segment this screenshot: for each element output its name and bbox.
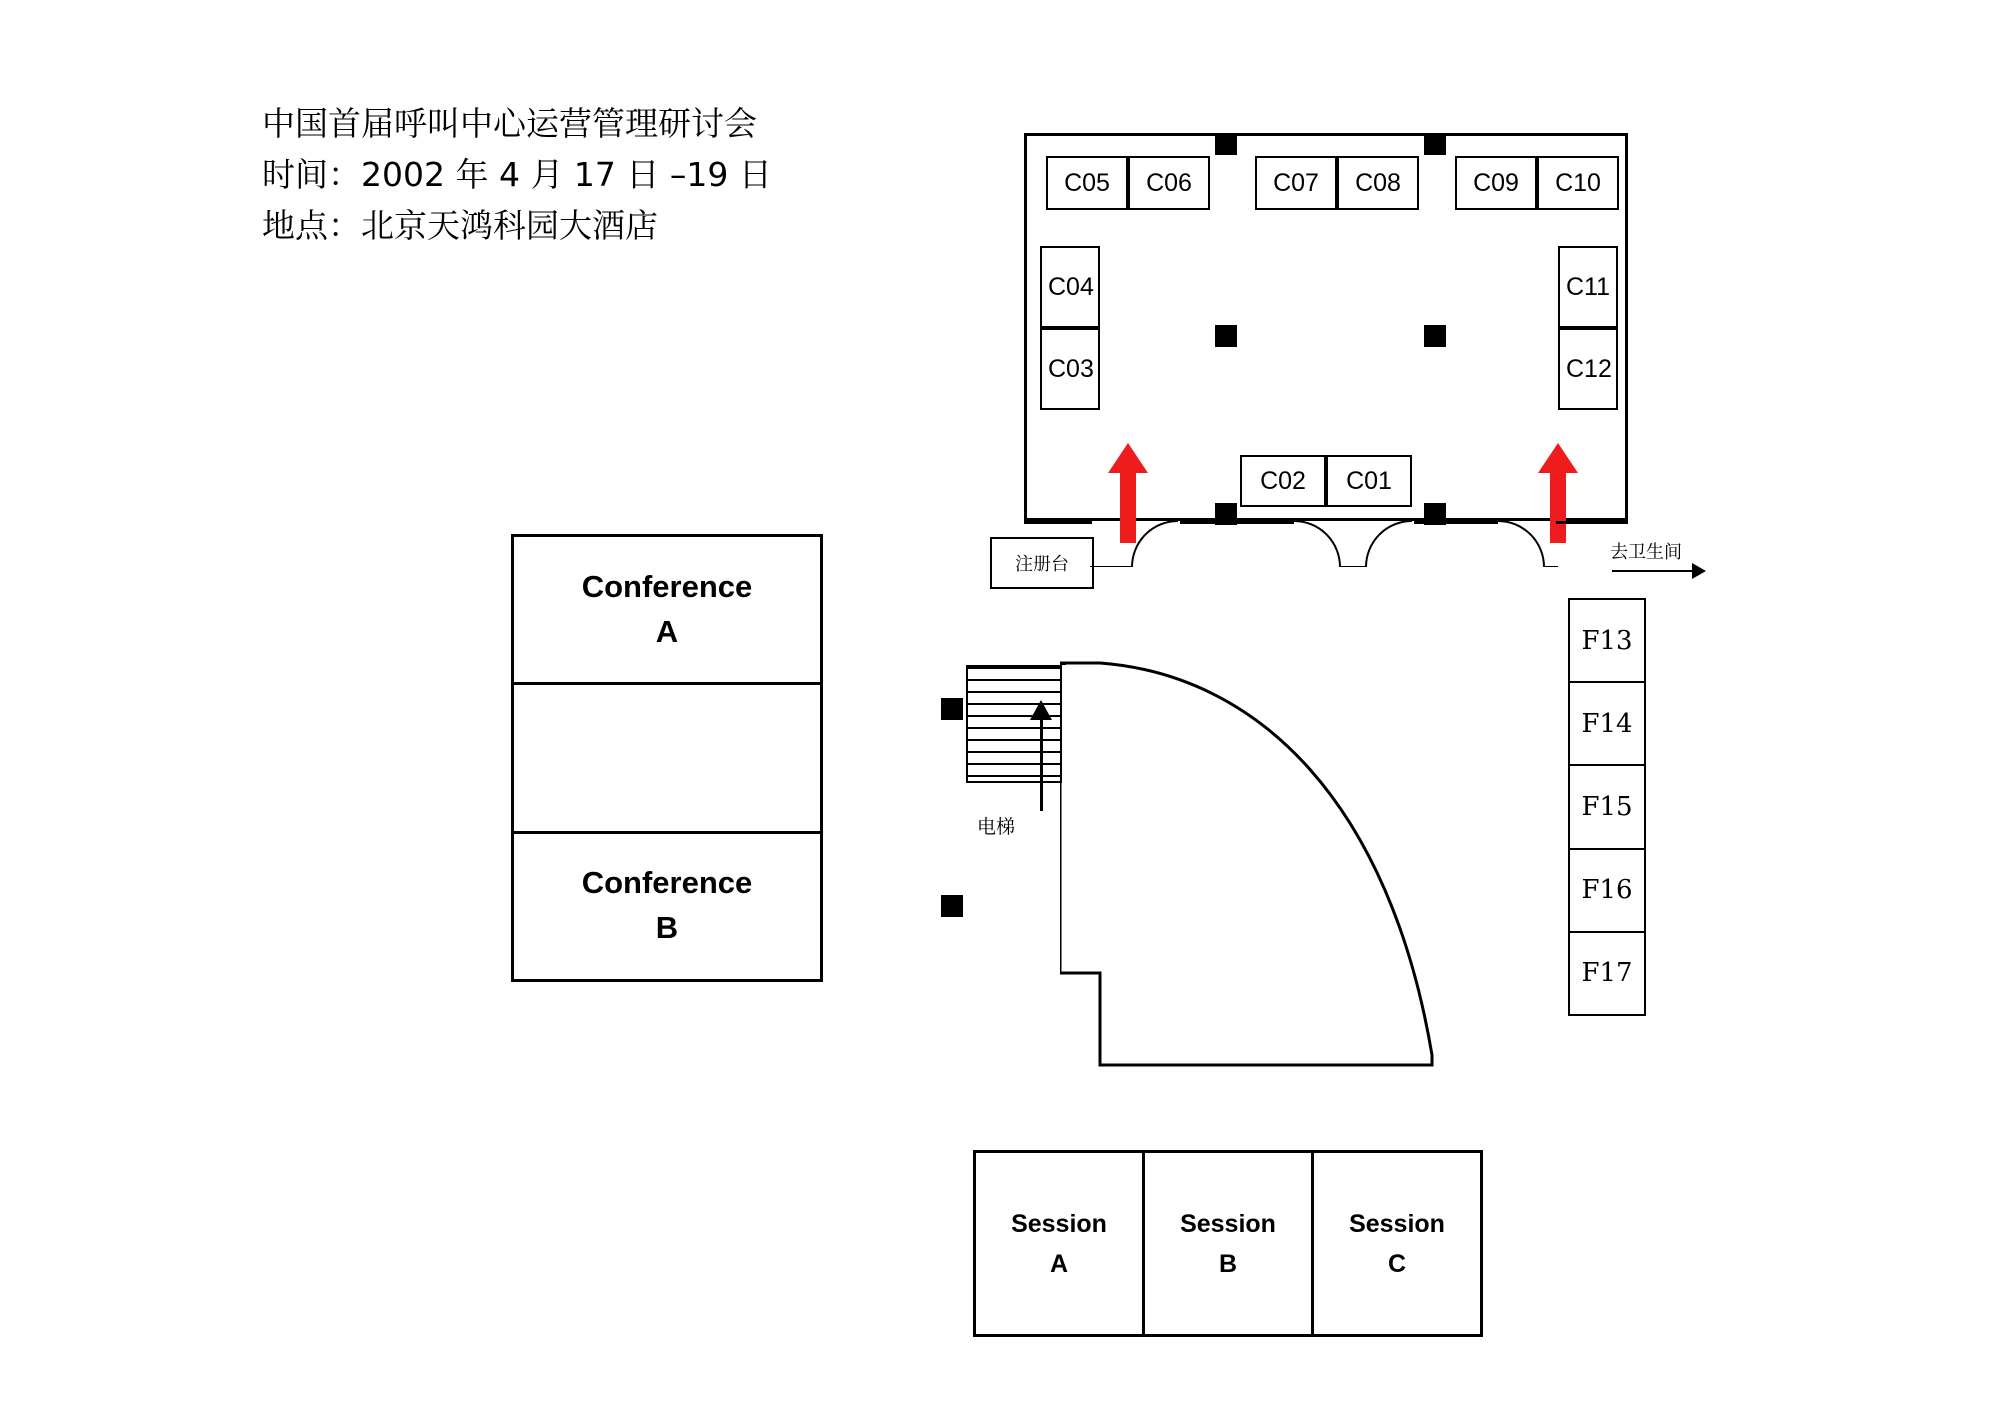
- conference-room-a-label: [582, 565, 753, 655]
- elevator-arrow-shaft: [1040, 718, 1043, 811]
- door-swing-right-icon: [1496, 521, 1558, 567]
- booth-C06[interactable]: C06: [1128, 156, 1210, 210]
- session-b-label: [1180, 1204, 1276, 1284]
- conference-b-line1: Conference: [581, 865, 753, 901]
- booth-C10[interactable]: C10: [1537, 156, 1619, 210]
- session-a-line1: Session: [1011, 1209, 1107, 1238]
- conference-room-a[interactable]: [514, 537, 820, 682]
- restroom-arrow-shaft: [1612, 570, 1696, 572]
- conference-room-middle-empty[interactable]: [514, 682, 820, 830]
- pillar-lobby-lower: [941, 895, 963, 917]
- booth-F13[interactable]: F13: [1581, 625, 1633, 656]
- booth-F14[interactable]: F14: [1570, 681, 1644, 764]
- f-booth-column: [1568, 598, 1646, 1016]
- booth-C07[interactable]: C07: [1255, 156, 1337, 210]
- booth-C12[interactable]: C12: [1558, 328, 1618, 410]
- booth-F15[interactable]: F15: [1570, 764, 1644, 847]
- registration-desk[interactable]: 注册台: [990, 537, 1094, 589]
- conference-rooms-block: [511, 534, 823, 982]
- elevator-arrow-icon: [1030, 700, 1052, 720]
- session-room-a[interactable]: [976, 1153, 1142, 1334]
- pillar-lobby-upper: [941, 698, 963, 720]
- session-b-line1: Session: [1180, 1209, 1276, 1238]
- session-a-line2: A: [1049, 1249, 1069, 1278]
- session-a-label: [1011, 1204, 1107, 1284]
- elevator-label: 电梯: [977, 816, 1016, 838]
- booth-F16[interactable]: F16: [1570, 848, 1644, 931]
- pillar-mid-right: [1424, 325, 1446, 347]
- wall-segment-bottom-right: [1556, 521, 1628, 524]
- session-c-line2: C: [1387, 1249, 1407, 1278]
- conference-room-b-label: [582, 861, 753, 951]
- door-swing-mid-right-icon: [1352, 521, 1414, 567]
- session-c-label: [1349, 1204, 1445, 1284]
- booth-F17[interactable]: F17: [1570, 931, 1644, 1014]
- conference-a-line1: Conference: [581, 568, 753, 604]
- booth-C09[interactable]: C09: [1455, 156, 1537, 210]
- booth-C03[interactable]: C03: [1040, 328, 1100, 410]
- conference-a-line2: A: [655, 613, 679, 649]
- restroom-arrow-icon: [1692, 563, 1706, 579]
- booth-C11[interactable]: C11: [1558, 246, 1618, 328]
- conference-b-line2: B: [655, 910, 679, 946]
- booth-C04[interactable]: C04: [1040, 246, 1100, 328]
- wall-segment-bottom-mid-right: [1414, 521, 1498, 524]
- wall-segment-bottom-left: [1024, 521, 1092, 524]
- lounge-stair-connector: [1060, 663, 1066, 665]
- session-b-line2: B: [1218, 1249, 1238, 1278]
- conference-room-b[interactable]: [514, 831, 820, 979]
- door-swing-left-icon: [1090, 521, 1180, 567]
- pillar-mid-left: [1215, 325, 1237, 347]
- booth-C05[interactable]: C05: [1046, 156, 1128, 210]
- session-room-b[interactable]: [1142, 1153, 1311, 1334]
- pillar-top-right: [1424, 133, 1446, 155]
- booth-C01[interactable]: C01: [1326, 455, 1412, 507]
- event-title-block: [262, 100, 962, 253]
- session-room-c[interactable]: [1311, 1153, 1480, 1334]
- lobby-curved-wall: [1060, 655, 1560, 1075]
- event-venue: 地点：北京天鸿科园大酒店: [262, 205, 658, 245]
- booth-C08[interactable]: C08: [1337, 156, 1419, 210]
- session-c-line1: Session: [1349, 1209, 1445, 1238]
- booth-C02[interactable]: C02: [1240, 455, 1326, 507]
- session-rooms-block: [973, 1150, 1483, 1337]
- stairs-hatching: [966, 665, 1062, 783]
- door-swing-mid-left-icon: [1292, 521, 1352, 567]
- event-date: 时间：2002 年 4 月 17 日 –19 日: [262, 154, 772, 194]
- wall-segment-bottom-mid-left: [1180, 521, 1294, 524]
- event-name: 中国首届呼叫中心运营管理研讨会: [262, 104, 757, 143]
- restroom-direction-label: 去卫生间: [1610, 542, 1682, 563]
- pillar-top-left: [1215, 133, 1237, 155]
